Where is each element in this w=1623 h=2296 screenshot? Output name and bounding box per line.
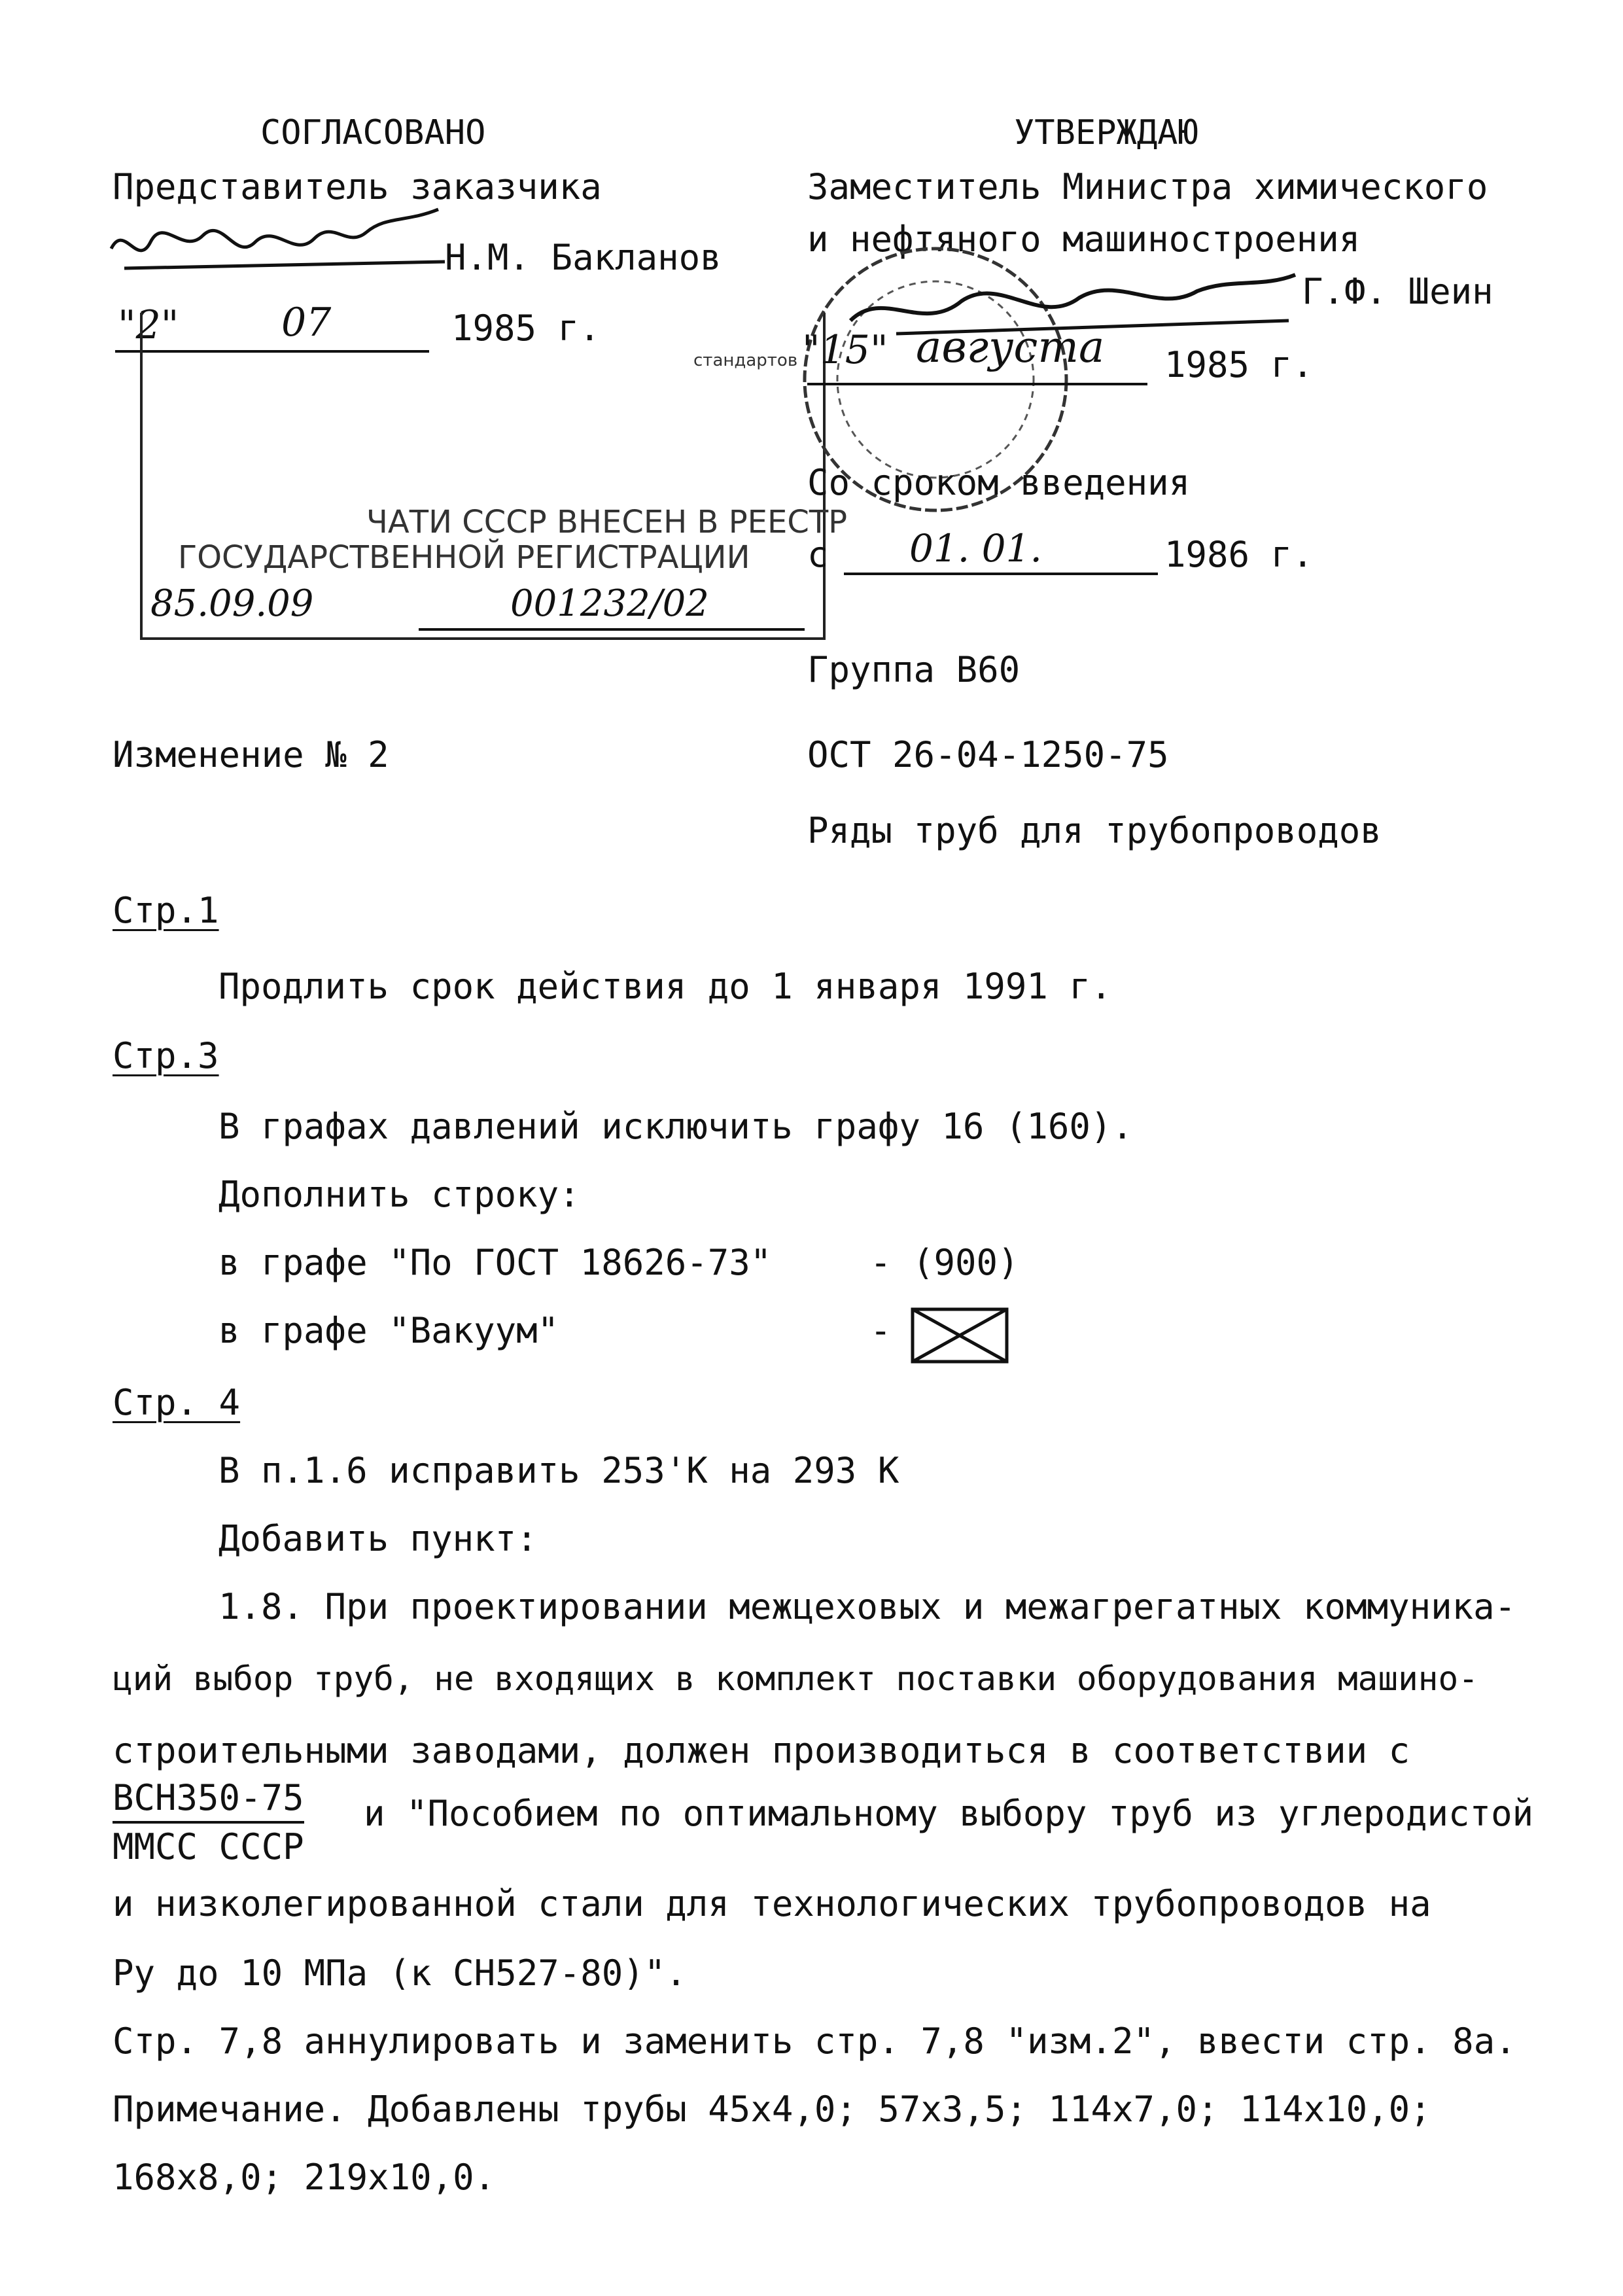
stamp-line-2: ЧАТИ СССР ВНЕСЕН В РЕЕСТР [366, 504, 848, 540]
clause-1-8-line-2: ций выбор труб, не входящих в комплект поставки оборудования машино- [113, 1660, 1478, 1699]
right-date-underline [807, 383, 1147, 385]
page-4-line-1: В п.1.6 исправить 253'К на 293 К [218, 1450, 899, 1491]
clause-1-8-line-4: и "Пособием по оптимальному выбору труб из углеродистой [364, 1793, 1534, 1834]
page-3-line-4-right: - [870, 1310, 892, 1351]
change-number: Изменение № 2 [113, 734, 389, 775]
approver-role-line-1: Заместитель Министра химического [807, 166, 1488, 207]
left-date-day: "2" [118, 302, 179, 348]
group-code: Группа В60 [807, 649, 1021, 690]
approver-role-line-2: и нефтяного машиностроения [807, 219, 1361, 260]
stamp-line-1: стандартов [693, 351, 798, 370]
page-3-line-2: Дополнить строку: [218, 1174, 580, 1215]
intro-prefix: с [807, 534, 829, 575]
customer-name: Н.М. Бакланов [445, 237, 722, 278]
note-line-1: Примечание. Добавлены трубы 45х4,0; 57х3,5; 114х7,0; 114х10,0; [113, 2089, 1431, 2130]
clause-1-8-line-5: и низколегированной стали для технологических трубопроводов на [113, 1883, 1431, 1924]
page-3-line-3-right: - (900) [870, 1242, 1019, 1283]
page-4-line-2: Добавить пункт: [218, 1518, 538, 1559]
right-date-year: 1985 г. [1164, 344, 1314, 385]
document-title: Ряды труб для трубопроводов [807, 810, 1382, 851]
intro-year: 1986 г. [1164, 534, 1314, 575]
customer-role: Представитель заказчика [113, 166, 602, 207]
approver-name: Г.Ф. Шеин [1302, 271, 1493, 312]
customer-signature [98, 196, 451, 288]
standard-number: ОСТ 26-04-1250-75 [807, 734, 1169, 775]
clause-1-8-line-6: Ру до 10 МПа (к СН527-80)". [113, 1952, 687, 1994]
reference-fraction [113, 1777, 304, 1869]
stamp-number-underline [419, 628, 805, 631]
left-date-month: 07 [281, 300, 332, 345]
intro-label: Со сроком введения [807, 462, 1191, 503]
stamp-line-3: ГОСУДАРСТВЕННОЙ РЕГИСТРАЦИИ [178, 539, 750, 576]
page-3-line-4-left: в графе "Вакуум" [218, 1310, 559, 1351]
page-3-line-1: В графах давлений исключить графу 16 (160). [218, 1106, 1133, 1147]
clause-1-8-line-1: 1.8. При проектировании межцеховых и межагрегатных коммуника- [218, 1586, 1516, 1627]
stamp-reg-date: 85.09.09 [150, 582, 314, 625]
right-date-day: "15" [802, 327, 888, 373]
fraction-denominator: ММСС СССР [113, 1826, 304, 1867]
page-3-label: Стр.3 [113, 1035, 219, 1076]
crossed-box-icon [911, 1307, 1009, 1364]
right-date-month: августа [916, 322, 1105, 372]
intro-date-underline [844, 573, 1158, 575]
approval-left-title: СОГЛАСОВАНО [260, 113, 486, 152]
approval-right-title: УТВЕРЖДАЮ [1014, 113, 1198, 152]
page-3-line-3-left: в графе "По ГОСТ 18626-73" [218, 1242, 772, 1283]
page-4-label: Стр. 4 [113, 1382, 241, 1423]
intro-date: 01. 01. [909, 526, 1042, 571]
page-1-text: Продлить срок действия до 1 января 1991 г. [218, 966, 1112, 1007]
pages-7-8-instruction: Стр. 7,8 аннулировать и заменить стр. 7,8 "изм.2", ввести стр. 8а. [113, 2021, 1516, 2062]
fraction-numerator: ВСН350-75 [113, 1777, 304, 1824]
stamp-reg-number: 001232/02 [510, 582, 709, 625]
clause-1-8-line-3: строительными заводами, должен производиться в соответствии с [113, 1730, 1410, 1771]
note-line-2: 168х8,0; 219х10,0. [113, 2157, 496, 2198]
left-date-year: 1985 г. [451, 308, 601, 349]
page-1-label: Стр.1 [113, 890, 219, 931]
